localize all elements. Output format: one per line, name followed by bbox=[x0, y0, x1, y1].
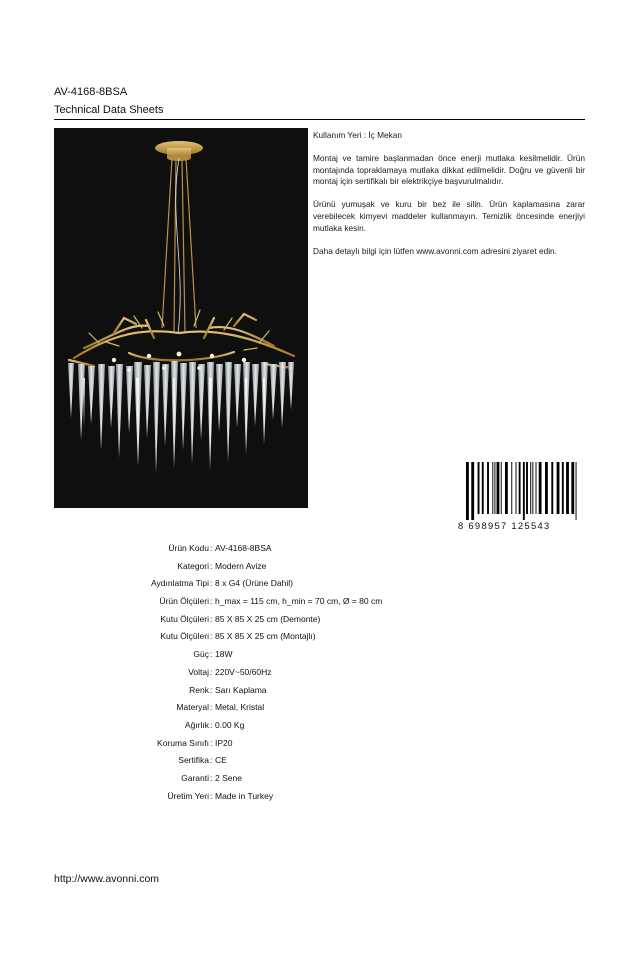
barcode-bar bbox=[523, 462, 525, 520]
chandelier-image bbox=[54, 128, 308, 508]
spec-value: 85 X 85 X 25 cm (Demonte) bbox=[215, 613, 321, 624]
spec-table bbox=[0, 543, 640, 808]
barcode-bar bbox=[557, 462, 560, 514]
spec-value: Made in Turkey bbox=[215, 790, 274, 801]
spec-row bbox=[0, 773, 640, 791]
spec-label: Aydınlatma Tipi bbox=[151, 578, 209, 589]
barcode-bar bbox=[545, 462, 548, 514]
spec-separator: : bbox=[210, 719, 213, 730]
barcode-bar bbox=[532, 462, 533, 514]
spec-row bbox=[0, 649, 640, 667]
spec-separator: : bbox=[210, 772, 213, 783]
barcode-bar bbox=[571, 462, 574, 514]
spec-label: Kutu Ölçüleri bbox=[160, 631, 209, 642]
barcode-bar bbox=[482, 462, 484, 514]
barcode bbox=[466, 462, 584, 520]
spec-row bbox=[0, 667, 640, 685]
barcode-bar bbox=[487, 462, 489, 514]
spec-value: IP20 bbox=[215, 737, 233, 748]
barcode-bar bbox=[511, 462, 512, 514]
spec-value: 0.00 Kg bbox=[215, 719, 245, 730]
spec-separator: : bbox=[210, 578, 213, 589]
spec-value: Modern Avize bbox=[215, 560, 267, 571]
barcode-bar bbox=[562, 462, 564, 514]
barcode-bar bbox=[536, 462, 537, 514]
website-note: Daha detaylı bilgi için lütfen www.avonni.com adresini ziyaret edin. bbox=[313, 245, 557, 256]
barcode-bar bbox=[566, 462, 569, 514]
spec-row bbox=[0, 631, 640, 649]
spec-value: 220V~50/60Hz bbox=[215, 666, 272, 677]
spec-row bbox=[0, 614, 640, 632]
spec-value: 2 Sene bbox=[215, 772, 242, 783]
spec-label: Materyal bbox=[176, 702, 209, 713]
product-photo bbox=[54, 128, 308, 508]
spec-separator: : bbox=[210, 737, 213, 748]
spec-label: Garanti bbox=[181, 772, 209, 783]
spec-separator: : bbox=[210, 790, 213, 801]
spec-separator: : bbox=[210, 684, 213, 695]
product-code-heading: AV-4168-8BSA bbox=[54, 86, 128, 98]
barcode-bar bbox=[501, 462, 502, 514]
spec-label: Voltaj bbox=[188, 666, 209, 677]
spec-row bbox=[0, 596, 640, 614]
spec-row bbox=[0, 720, 640, 738]
document-subtitle: Technical Data Sheets bbox=[54, 104, 164, 116]
spec-separator: : bbox=[210, 631, 213, 642]
spec-value: 8 x G4 (Ürüne Dahil) bbox=[215, 578, 293, 589]
spec-row bbox=[0, 702, 640, 720]
barcode-bar bbox=[471, 462, 474, 520]
spec-separator: : bbox=[210, 666, 213, 677]
spec-row bbox=[0, 685, 640, 703]
spec-label: Üretim Yeri bbox=[167, 790, 209, 801]
barcode-bar bbox=[526, 462, 528, 514]
barcode-bar bbox=[478, 462, 480, 514]
spec-label: Ağırlık bbox=[184, 719, 209, 730]
barcode-bar bbox=[466, 462, 469, 520]
spec-row bbox=[0, 561, 640, 579]
spec-row bbox=[0, 543, 640, 561]
spec-row bbox=[0, 578, 640, 596]
barcode-bar bbox=[576, 462, 577, 520]
barcode-bar bbox=[519, 462, 521, 514]
barcode-bar bbox=[494, 462, 495, 514]
product-info bbox=[313, 130, 585, 268]
footer-url[interactable]: http://www.avonni.com bbox=[54, 873, 160, 885]
spec-value: 85 X 85 X 25 cm (Montajlı) bbox=[215, 631, 316, 642]
barcode-bar bbox=[505, 462, 508, 514]
spec-separator: : bbox=[210, 543, 213, 553]
spec-label: Ürün Ölçüleri bbox=[159, 596, 209, 607]
spec-value: Metal, Kristal bbox=[215, 702, 265, 713]
barcode-bar bbox=[539, 462, 542, 514]
spec-separator: : bbox=[210, 613, 213, 624]
spec-separator: : bbox=[210, 755, 213, 766]
spec-separator: : bbox=[210, 702, 213, 713]
spec-label: Koruma Sınıfı bbox=[157, 737, 209, 748]
spec-separator: : bbox=[210, 596, 213, 607]
barcode-bar bbox=[516, 462, 517, 514]
spec-value: h_max = 115 cm, h_min = 70 cm, Ø = 80 cm bbox=[215, 596, 383, 607]
care-note: Ürünü yumuşak ve kuru bir bez ile silin. Ürün kaplamasına zarar verebilecek kimyevi maddeler kullanmayın. Temizlik öncesinde enerjiyi mutlaka kesin. bbox=[313, 199, 585, 233]
spec-separator: : bbox=[210, 560, 213, 571]
spec-label: Ürün Kodu bbox=[168, 543, 209, 553]
spec-label: Güç bbox=[193, 649, 209, 660]
spec-separator: : bbox=[210, 649, 213, 660]
barcode-bar bbox=[492, 462, 493, 514]
header-divider bbox=[54, 119, 585, 120]
barcode-bar bbox=[530, 462, 531, 514]
spec-value: 18W bbox=[215, 649, 233, 660]
usage-location: Kullanım Yeri : İç Mekan bbox=[313, 130, 403, 140]
barcode-bar bbox=[497, 462, 500, 514]
barcode-number: 8 698957 125543 bbox=[458, 520, 551, 531]
spec-row bbox=[0, 755, 640, 773]
spec-value: CE bbox=[215, 755, 227, 766]
spec-value: Sarı Kaplama bbox=[215, 684, 267, 695]
spec-row bbox=[0, 791, 640, 809]
spec-label: Kategori bbox=[177, 560, 209, 571]
safety-note: Montaj ve tamire başlanmadan önce enerji mutlaka kesilmelidir. Ürün montajında topraklamaya mutlaka dikkat edilmelidir. Doğru ve güvenli bir montaj için sertifikalı bir elektrikçiye başvurulmalıdır. bbox=[313, 152, 585, 187]
spec-row bbox=[0, 738, 640, 756]
spec-label: Sertifika bbox=[178, 755, 209, 766]
spec-value: AV-4168-8BSA bbox=[215, 543, 272, 553]
spec-label: Renk bbox=[189, 684, 209, 695]
spec-label: Kutu Ölçüleri bbox=[160, 613, 209, 624]
barcode-bar bbox=[551, 462, 553, 514]
